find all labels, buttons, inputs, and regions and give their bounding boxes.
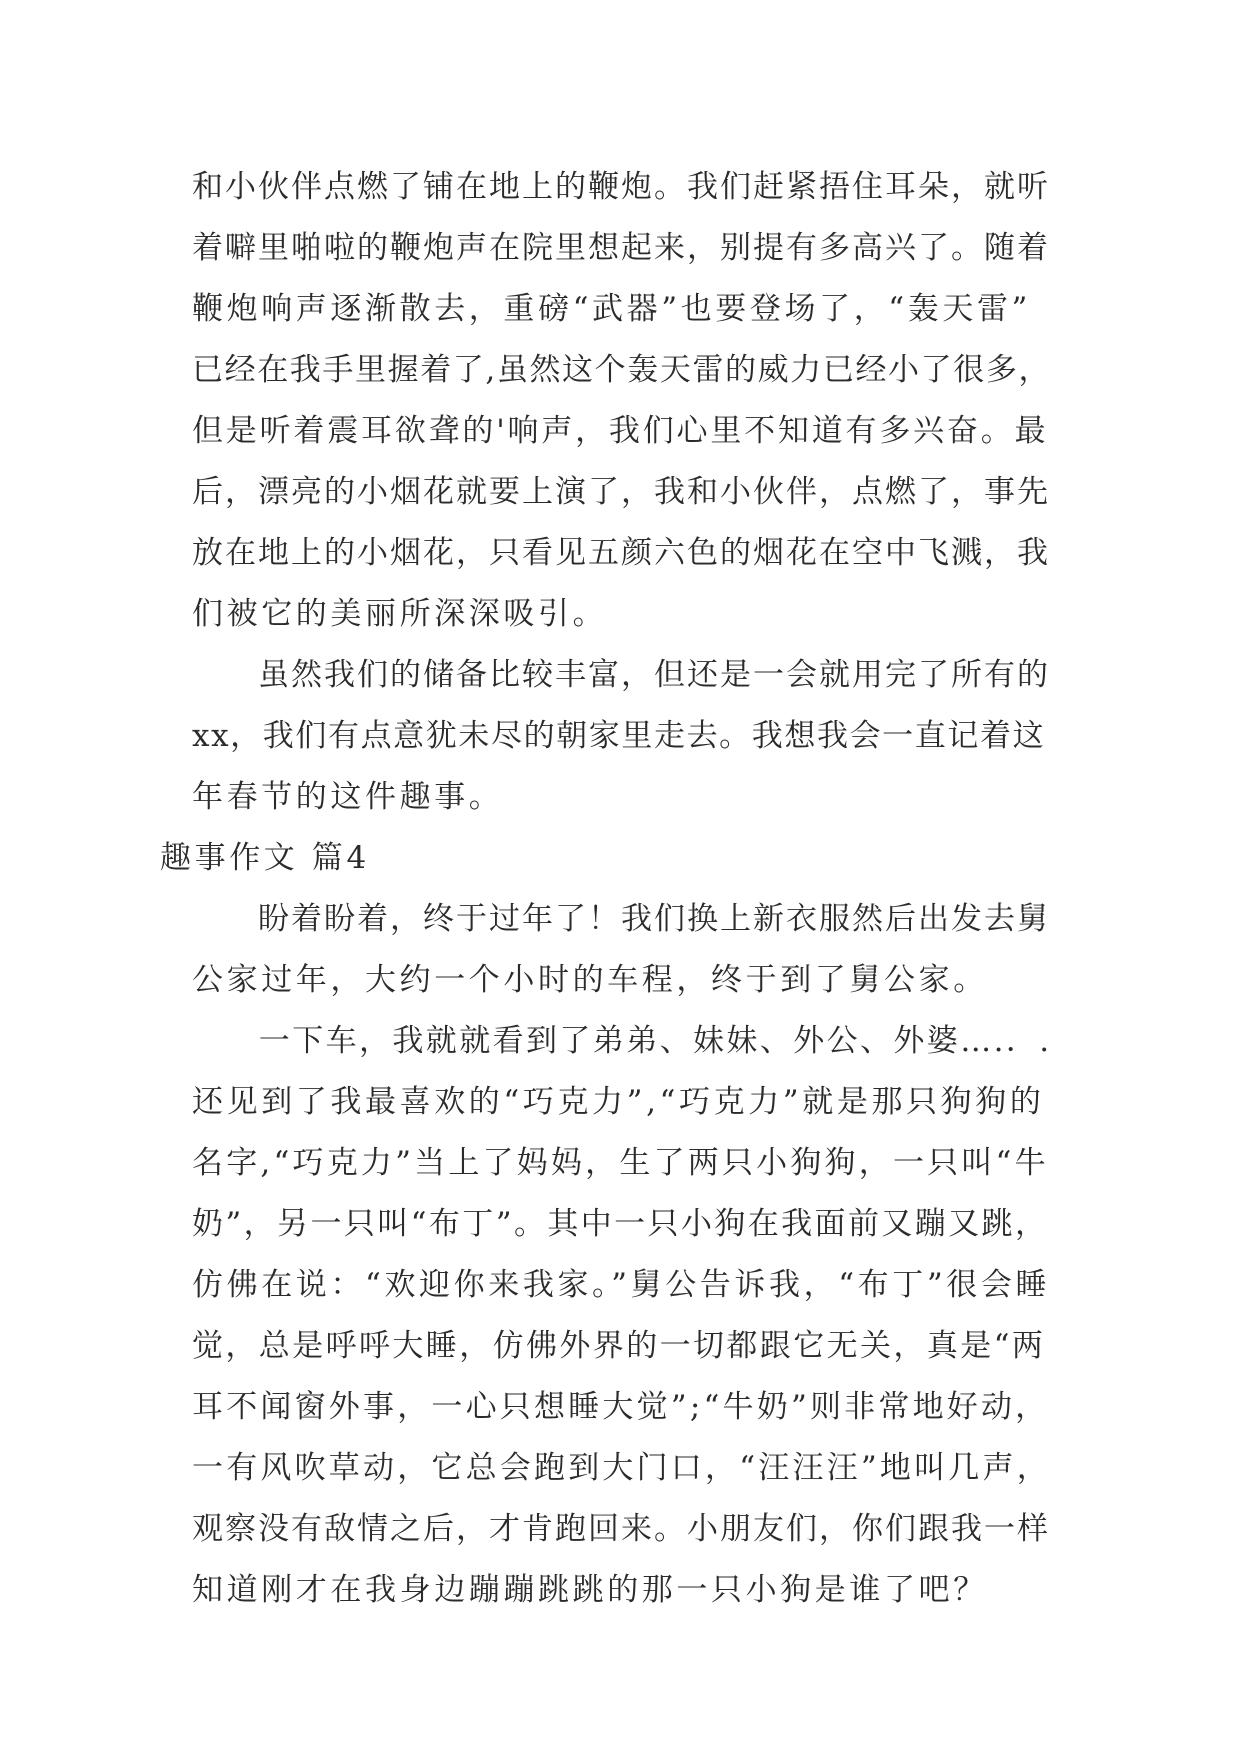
paragraph-new-year [192,889,1052,1011]
section-heading: 趣事作文 篇4 [160,840,370,876]
text-line: xx，我们有点意犹未尽的朝家里走去。我想我会一直记着这 [192,718,1046,754]
text-line: 耳不闻窗外事，一心只想睡大觉”;“牛奶”则非常地好动， [192,1389,1050,1425]
text-line: 一下车，我就就看到了弟弟、妹妹、外公、外婆….．. [192,1023,1052,1059]
text-line: 放在地上的小烟花，只看见五颜六色的烟花在空中飞溅，我 [192,535,1050,571]
text-line: 公家过年，大约一个小时的车程，终于到了舅公家。 [192,962,988,998]
text-line: 年春节的这件趣事。 [192,779,504,815]
text-line: 知道刚才在我身边蹦蹦跳跳的那一只小狗是谁了吧？ [192,1572,988,1608]
text-line: 观察没有敌情之后，才肯跑回来。小朋友们，你们跟我一样 [192,1511,1050,1547]
text-line: 和小伙伴点燃了铺在地上的鞭炮。我们赶紧捂住耳朵，就听 [192,169,1050,205]
text-line: 觉，总是呼呼大睡，仿佛外界的一切都跟它无关，真是“两 [192,1328,1046,1364]
paragraph-puppies [192,1011,1052,1621]
text-line: 还见到了我最喜欢的“巧克力”,“巧克力”就是那只狗狗的 [192,1084,1045,1120]
document-body [160,157,1052,1621]
text-line: 名字,“巧克力”当上了妈妈，生了两只小狗狗，一只叫“牛 [192,1145,1049,1181]
text-line: 虽然我们的储备比较丰富，但还是一会就用完了所有的 [192,657,1050,693]
text-line: 一有风吹草动，它总会跑到大门口，“汪汪汪”地叫几声， [192,1450,1051,1486]
paragraph-ending [192,645,1052,828]
paragraph-firecrackers [192,157,1052,645]
text-line: 盼着盼着，终于过年了！我们换上新衣服然后出发去舅 [192,901,1050,937]
text-line: 鞭炮响声逐渐散去，重磅“武器”也要登场了，“轰天雷” [192,291,1031,327]
text-line: 后，漂亮的小烟花就要上演了，我和小伙伴，点燃了，事先 [192,474,1050,510]
text-line: 已经在我手里握着了,虽然这个轰天雷的威力已经小了很多， [192,352,1052,388]
text-line: 仿佛在说：“欢迎你来我家。”舅公告诉我，“布丁”很会睡 [192,1267,1051,1303]
text-line: 但是听着震耳欲聋的'响声，我们心里不知道有多兴奋。最 [192,413,1049,449]
text-line: 着噼里啪啦的鞭炮声在院里想起来，别提有多高兴了。随着 [192,230,1050,266]
text-line: 奶”，另一只叫“布丁”。其中一只小狗在我面前又蹦又跳， [192,1206,1049,1242]
text-line: 们被它的美丽所深深吸引。 [192,596,608,632]
